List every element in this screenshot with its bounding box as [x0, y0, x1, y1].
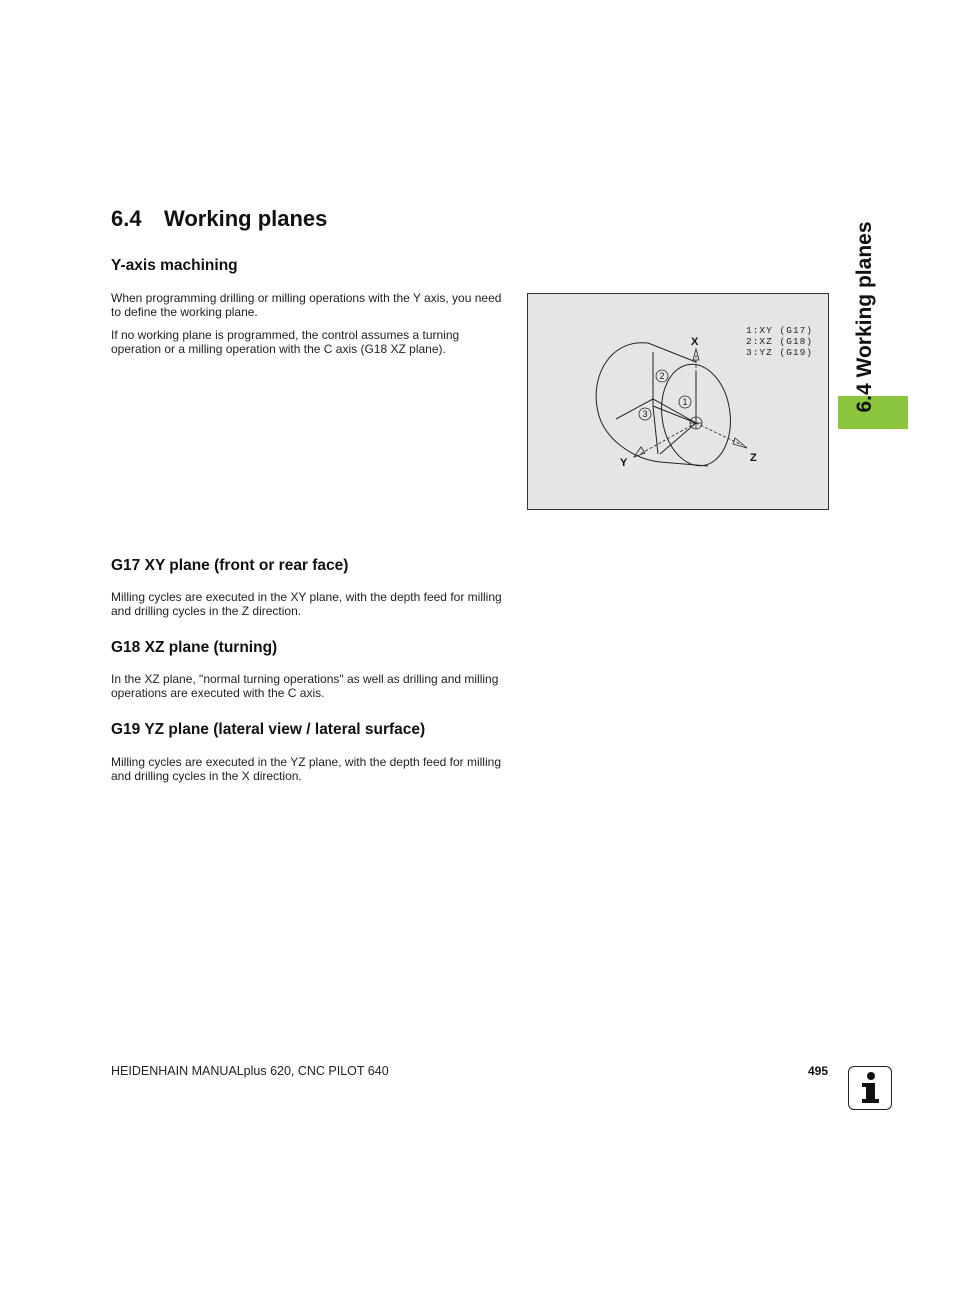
axis-label-x: X	[691, 336, 699, 348]
heading-g19: G19 YZ plane (lateral view / lateral surface)	[111, 721, 426, 738]
section-title: Working planes	[164, 206, 328, 231]
z-axis-line	[696, 423, 742, 445]
plane-label-1: 1	[682, 397, 688, 407]
heading-g17: G17 XY plane (front or rear face)	[111, 557, 349, 574]
cylinder-back-edge	[596, 343, 660, 462]
axis-label-z: Z	[750, 452, 757, 464]
paragraph: If no working plane is programmed, the control assumes a turning operation or a milling operation with the C axis (G18 XZ plane).	[111, 328, 460, 356]
cylinder-top-edge	[648, 343, 696, 362]
paragraph: Milling cycles are executed in the XY plane, with the depth feed for milling and drilling cycles in the Z direction.	[111, 590, 502, 618]
plane-label-2: 2	[659, 371, 665, 381]
footer-text: HEIDENHAIN MANUALplus 620, CNC PILOT 640	[111, 1064, 389, 1078]
heading-y-axis-machining: Y-axis machining	[111, 257, 238, 274]
heading-g18: G18 XZ plane (turning)	[111, 639, 278, 656]
paragraph: Milling cycles are executed in the YZ plane, with the depth feed for milling and drilling cycles in the X direction.	[111, 755, 501, 783]
legend-item-2: 2:XZ (G18)	[746, 336, 814, 347]
working-planes-figure	[527, 293, 829, 510]
x-axis-arrow	[693, 349, 699, 360]
cylinder-diagram	[528, 294, 830, 511]
plane-label-3: 3	[642, 409, 648, 419]
plane-xz-outline	[653, 352, 696, 423]
z-axis-arrow	[733, 438, 747, 448]
axis-label-y: Y	[620, 457, 628, 469]
info-icon	[848, 1066, 892, 1110]
side-tab-title: 6.4 Working planes	[853, 221, 876, 413]
plane-divider	[653, 406, 658, 454]
page-number: 495	[808, 1064, 829, 1078]
section-number: 6.4	[111, 206, 142, 231]
paragraph: When programming drilling or milling operations with the Y axis, you need to define the working plane.	[111, 291, 502, 319]
paragraph: In the XZ plane, "normal turning operations" as well as drilling and milling operations are executed with the C axis.	[111, 672, 499, 700]
legend-item-3: 3:YZ (G19)	[746, 347, 814, 358]
y-axis-line	[640, 423, 696, 454]
legend-item-1: 1:XY (G17)	[746, 325, 814, 336]
page-title	[111, 206, 327, 232]
